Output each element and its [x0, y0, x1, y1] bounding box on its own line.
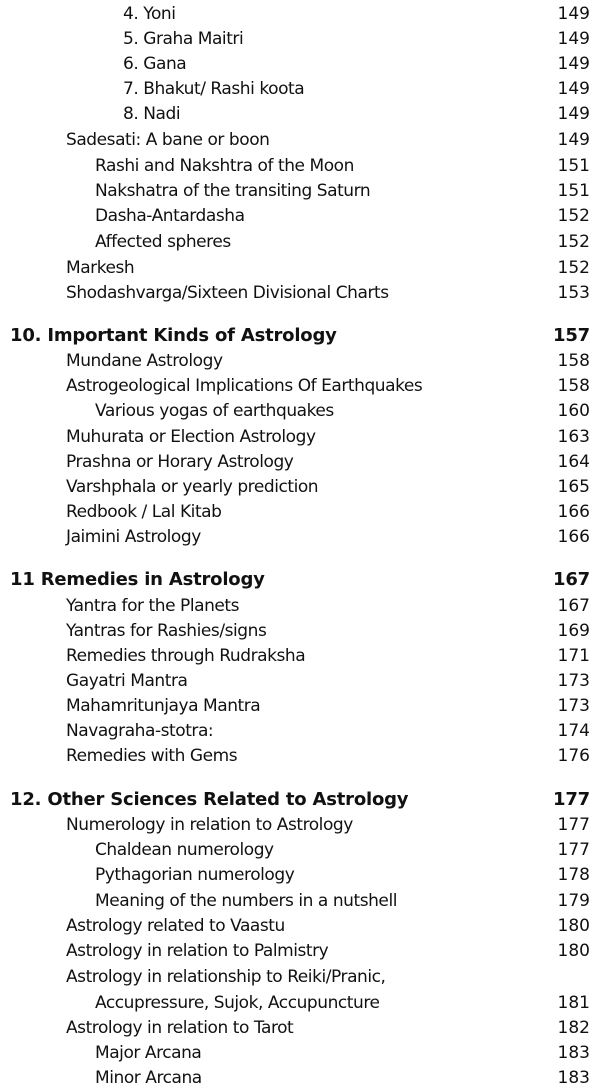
page-number: 149	[557, 79, 590, 99]
entry-title: Prashna or Horary Astrology	[66, 452, 294, 472]
entry-title: Dasha-Antardasha	[95, 206, 245, 226]
toc-entry	[0, 812, 600, 838]
toc-entry	[0, 203, 600, 229]
entry-title: Pythagorian numerology	[95, 865, 295, 885]
toc-entry	[0, 153, 600, 179]
toc-entry	[0, 499, 600, 525]
entry-title: Redbook / Lal Kitab	[66, 502, 222, 522]
entry-title: Major Arcana	[95, 1043, 202, 1063]
page-number: 178	[557, 865, 590, 885]
page-number: 177	[557, 840, 590, 860]
entry-title: Astrology in relation to Tarot	[66, 1018, 294, 1038]
entry-title: Minor Arcana	[95, 1068, 202, 1088]
toc-entry	[0, 743, 600, 769]
page-number: 151	[557, 156, 590, 176]
entry-title: Astrology related to Vaastu	[66, 916, 285, 936]
toc-entry	[0, 449, 600, 475]
entry-title: 10. Important Kinds of Astrology	[10, 325, 337, 346]
page-number: 149	[557, 29, 590, 49]
page-number: 176	[557, 746, 590, 766]
toc-entry	[0, 593, 600, 619]
page-number: 151	[557, 181, 590, 201]
page-number: 169	[557, 621, 590, 641]
toc-entry	[0, 1065, 600, 1091]
page-number: 173	[557, 671, 590, 691]
entry-title: Astrogeological Implications Of Earthquakes	[66, 376, 423, 396]
page-number: 180	[557, 916, 590, 936]
entry-title: Varshphala or yearly prediction	[66, 477, 319, 497]
toc-entry	[0, 101, 600, 127]
entry-title: Numerology in relation to Astrology	[66, 815, 353, 835]
entry-title: Remedies through Rudraksha	[66, 646, 306, 666]
page-number: 149	[557, 4, 590, 24]
entry-title: Chaldean numerology	[95, 840, 274, 860]
chapter-heading	[0, 323, 600, 349]
entry-title: 7. Bhakut/ Rashi koota	[123, 79, 305, 99]
page-number: 182	[557, 1018, 590, 1038]
toc-entry	[0, 693, 600, 719]
toc-entry	[0, 618, 600, 644]
page-number: 181	[557, 993, 590, 1013]
page-number: 157	[553, 325, 590, 346]
toc-entry	[0, 1040, 600, 1066]
page-number: 153	[557, 283, 590, 303]
toc-entry	[0, 1015, 600, 1041]
page-number: 163	[557, 427, 590, 447]
page-number: 177	[553, 789, 590, 810]
toc-entry	[0, 348, 600, 374]
toc-entry	[0, 51, 600, 77]
toc-entry	[0, 398, 600, 424]
toc-entry	[0, 964, 600, 990]
toc-entry	[0, 913, 600, 939]
page-number: 149	[557, 130, 590, 150]
toc-entry	[0, 229, 600, 255]
page-number: 165	[557, 477, 590, 497]
entry-title: Meaning of the numbers in a nutshell	[95, 891, 397, 911]
page-number: 173	[557, 696, 590, 716]
entry-title: 8. Nadi	[123, 104, 181, 124]
entry-title: Muhurata or Election Astrology	[66, 427, 316, 447]
toc-entry	[0, 373, 600, 399]
chapter-heading	[0, 787, 600, 813]
entry-title: Various yogas of earthquakes	[95, 401, 334, 421]
entry-title: Shodashvarga/Sixteen Divisional Charts	[66, 283, 389, 303]
toc-entry	[0, 668, 600, 694]
entry-title: Sadesati: A bane or boon	[66, 130, 270, 150]
toc-entry	[0, 718, 600, 744]
entry-title: Rashi and Nakshtra of the Moon	[95, 156, 354, 176]
page-number: 164	[557, 452, 590, 472]
page-number: 183	[557, 1043, 590, 1063]
entry-title: Yantra for the Planets	[66, 596, 240, 616]
entry-title: Jaimini Astrology	[66, 527, 201, 547]
page-number: 152	[557, 258, 590, 278]
toc-entry	[0, 127, 600, 153]
entry-title: Nakshatra of the transiting Saturn	[95, 181, 371, 201]
toc-entry	[0, 280, 600, 306]
entry-title: Astrology in relation to Palmistry	[66, 941, 329, 961]
page-number: 158	[557, 376, 590, 396]
entry-title: 5. Graha Maitri	[123, 29, 244, 49]
entry-title: Affected spheres	[95, 232, 231, 252]
toc-entry	[0, 643, 600, 669]
page-number: 171	[557, 646, 590, 666]
page-number: 152	[557, 206, 590, 226]
page-number: 158	[557, 351, 590, 371]
toc-entry	[0, 26, 600, 52]
page-number: 174	[557, 721, 590, 741]
page-number: 179	[557, 891, 590, 911]
entry-title: Navagraha-stotra:	[66, 721, 214, 741]
toc-entry	[0, 938, 600, 964]
entry-title: Remedies with Gems	[66, 746, 238, 766]
entry-title: Gayatri Mantra	[66, 671, 188, 691]
toc-entry	[0, 255, 600, 281]
entry-title: 4. Yoni	[123, 4, 176, 24]
toc-entry	[0, 178, 600, 204]
page-number: 149	[557, 104, 590, 124]
toc-entry	[0, 990, 600, 1016]
page-number: 183	[557, 1068, 590, 1088]
page-number: 167	[557, 596, 590, 616]
entry-title: 12. Other Sciences Related to Astrology	[10, 789, 409, 810]
toc-entry	[0, 474, 600, 500]
entry-title: Markesh	[66, 258, 135, 278]
entry-title: Accupressure, Sujok, Accupuncture	[95, 993, 380, 1013]
page-number: 166	[557, 527, 590, 547]
page-number: 152	[557, 232, 590, 252]
toc-entry	[0, 888, 600, 914]
toc-entry	[0, 1, 600, 27]
entry-title: 11 Remedies in Astrology	[10, 569, 265, 590]
page-number: 177	[557, 815, 590, 835]
entry-title: Mundane Astrology	[66, 351, 223, 371]
entry-title: Mahamritunjaya Mantra	[66, 696, 261, 716]
chapter-heading	[0, 567, 600, 593]
toc-entry	[0, 76, 600, 102]
toc-entry	[0, 862, 600, 888]
toc-entry	[0, 424, 600, 450]
page-number: 167	[553, 569, 590, 590]
toc-entry	[0, 837, 600, 863]
entry-title: 6. Gana	[123, 54, 187, 74]
page-number: 149	[557, 54, 590, 74]
page-number: 180	[557, 941, 590, 961]
entry-title: Astrology in relationship to Reiki/Pranic,	[66, 967, 386, 987]
toc-entry	[0, 524, 600, 550]
entry-title: Yantras for Rashies/signs	[66, 621, 267, 641]
page-number: 166	[557, 502, 590, 522]
page-number: 160	[557, 401, 590, 421]
